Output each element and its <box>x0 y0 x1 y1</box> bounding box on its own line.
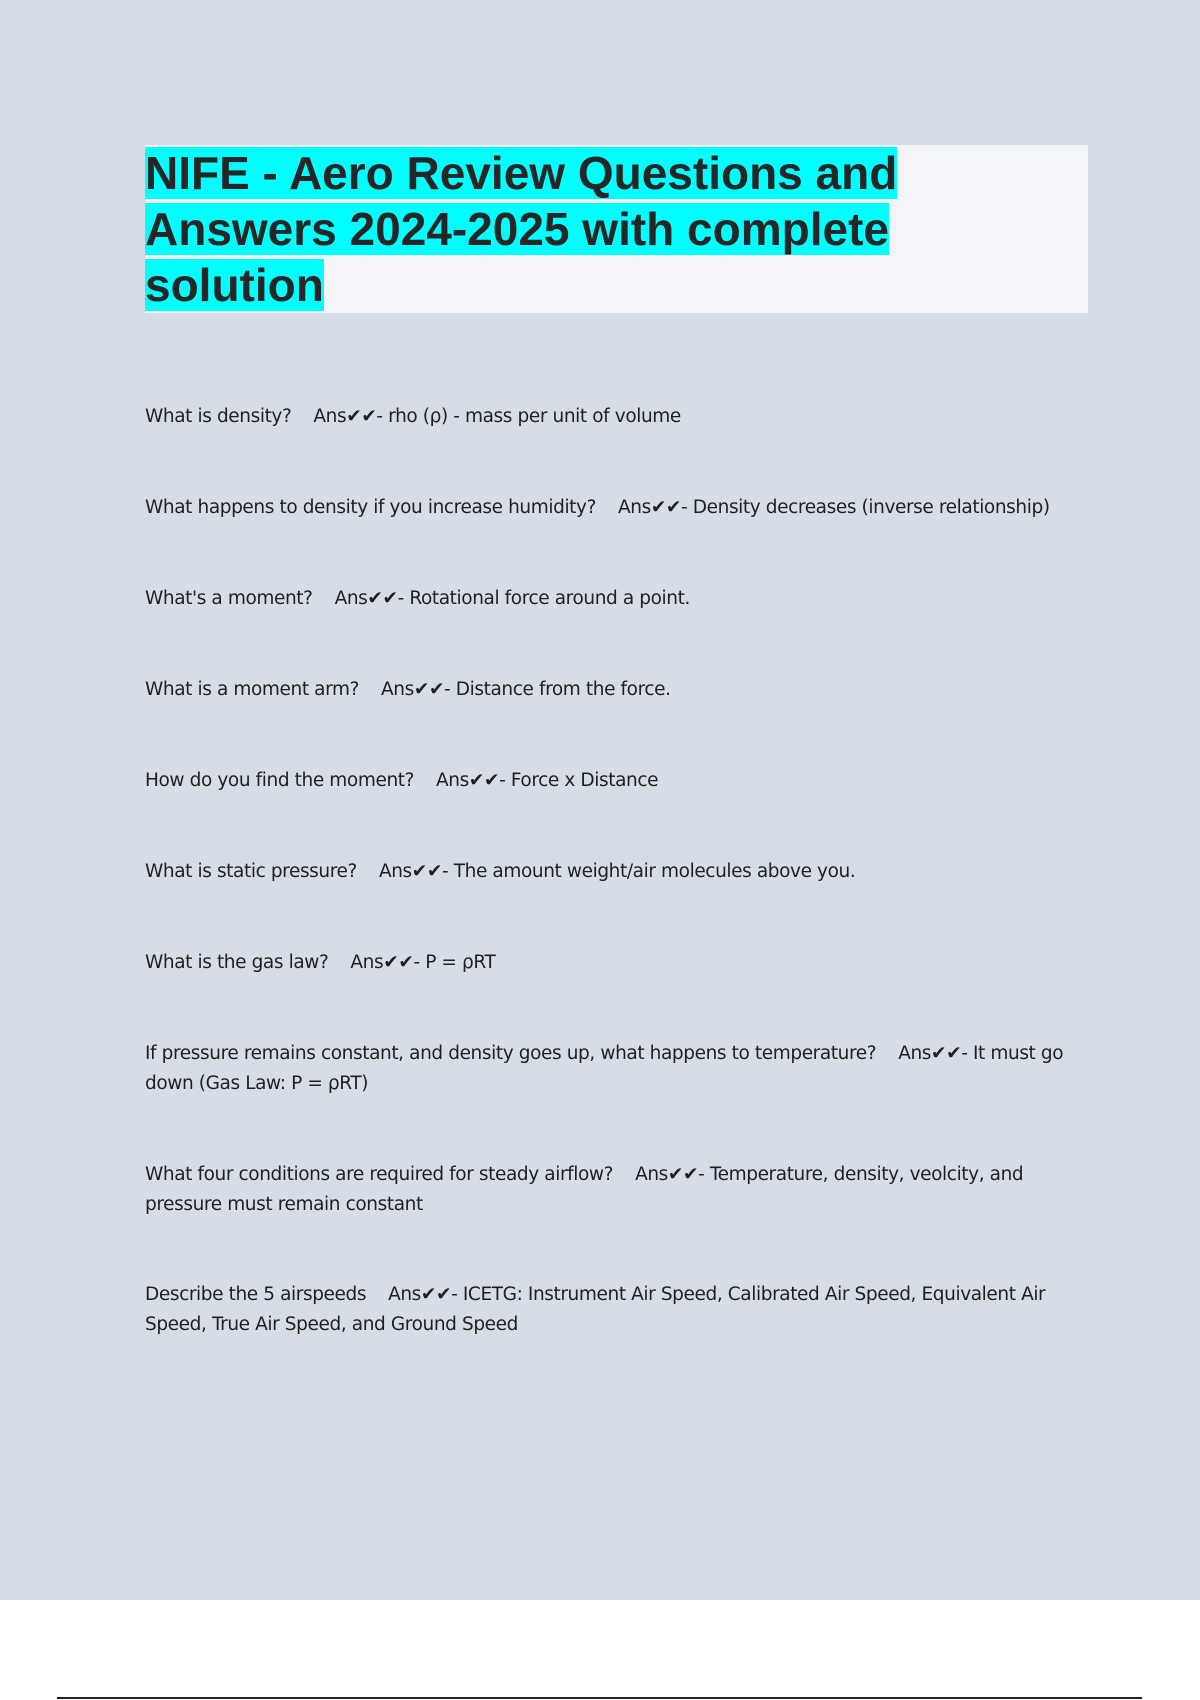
qa-item <box>145 857 1090 887</box>
question-text: Describe the 5 airspeeds <box>145 1284 367 1305</box>
question-text: What happens to density if you increase humidity? <box>145 497 597 518</box>
question-text: What's a moment? <box>145 588 313 609</box>
document-title <box>145 145 945 313</box>
question-text: What is density? <box>145 406 292 427</box>
qa-item <box>145 493 1090 523</box>
qa-item <box>145 766 1090 796</box>
qa-item <box>145 675 1090 705</box>
title-box <box>145 145 1088 313</box>
answer-text: Ans✔✔- It must go down (Gas Law: P = ρRT) <box>145 1043 1064 1094</box>
answer-text: Ans✔✔- Temperature, density, veolcity, and pressure must remain constant <box>145 1164 1024 1215</box>
qa-item <box>145 1280 1090 1340</box>
question-text: What is the gas law? <box>145 952 329 973</box>
qa-item <box>145 1039 1090 1099</box>
qa-item <box>145 402 1090 432</box>
footer-divider <box>57 1697 1142 1699</box>
question-text: What is static pressure? <box>145 861 357 882</box>
question-text: What four conditions are required for steady airflow? <box>145 1164 614 1185</box>
question-text: What is a moment arm? <box>145 679 360 700</box>
answer-text: Ans✔✔- rho (ρ) - mass per unit of volume <box>313 406 681 427</box>
answer-text: Ans✔✔- Rotational force around a point. <box>334 588 690 609</box>
answer-text: Ans✔✔- P = ρRT <box>350 952 496 973</box>
qa-item <box>145 584 1090 614</box>
answer-text: Ans✔✔- Distance from the force. <box>381 679 671 700</box>
document-title-text: NIFE - Aero Review Questions and Answers 2024-2025 with complete solution <box>145 147 898 311</box>
answer-text: Ans✔✔- The amount weight/air molecules above you. <box>378 861 856 882</box>
answer-text: Ans✔✔- Density decreases (inverse relationship) <box>618 497 1050 518</box>
qa-item <box>145 1160 1090 1220</box>
question-text: How do you find the moment? <box>145 770 415 791</box>
qa-item <box>145 948 1090 978</box>
answer-text: Ans✔✔- ICETG: Instrument Air Speed, Calibrated Air Speed, Equivalent Air Speed, True Air Speed, and Ground Speed <box>145 1284 1046 1335</box>
question-text: If pressure remains constant, and density goes up, what happens to temperature? <box>145 1043 877 1064</box>
answer-text: Ans✔✔- Force x Distance <box>436 770 659 791</box>
